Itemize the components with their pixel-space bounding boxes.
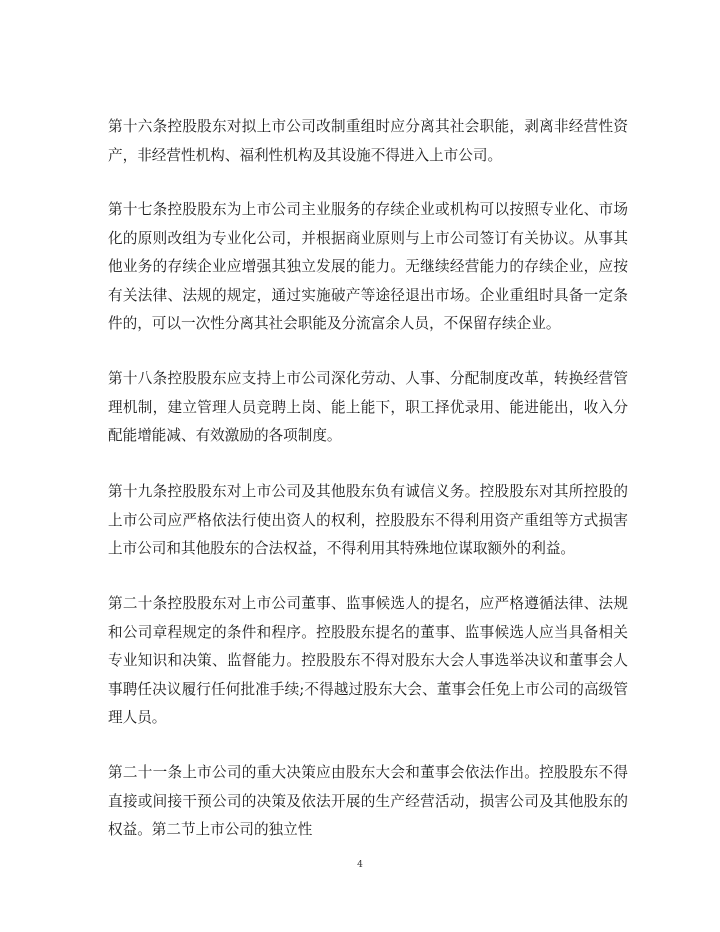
page-number: 4: [357, 860, 363, 870]
paragraph-article-20: 第二十条控股股东对上市公司董事、监事候选人的提名，应严格遵循法律、法规和公司章程规定的条件和程序。控股股东提名的董事、监事候选人应当具备相关专业知识和决策、监督能力。控股股东不得对股东大会人事选举决议和董事会人事聘任决议履行任何批准手续;不得越过股东大会、董事会任免上市公司的高级管理人员。: [108, 595, 628, 726]
paragraph-article-18: 第十八条控股股东应支持上市公司深化劳动、人事、分配制度改革，转换经营管理机制，建立管理人员竞聘上岗、能上能下，职工择优录用、能进能出，收入分配能增能减、有效激励的各项制度。: [108, 370, 628, 444]
paragraph-article-19: 第十九条控股股东对上市公司及其他股东负有诚信义务。控股股东对其所控股的上市公司应严格依法行使出资人的权利，控股股东不得利用资产重组等方式损害上市公司和其他股东的合法权益，不得利用其特殊地位谋取额外的利益。: [108, 483, 628, 557]
paragraph-article-21: 第二十一条上市公司的重大决策应由股东大会和董事会依法作出。控股股东不得直接或间接干预公司的决策及依法开展的生产经营活动，损害公司及其他股东的权益。第二节上市公司的独立性: [108, 764, 628, 838]
paragraph-article-17: 第十七条控股股东为上市公司主业服务的存续企业或机构可以按照专业化、市场化的原则改组为专业化公司，并根据商业原则与上市公司签订有关协议。从事其他业务的存续企业应增强其独立发展的能力。无继续经营能力的存续企业，应按有关法律、法规的规定，通过实施破产等途径退出市场。企业重组时具备一定条件的，可以一次性分离其社会职能及分流富余人员，不保留存续企业。: [108, 201, 628, 332]
paragraph-article-16: 第十六条控股股东对拟上市公司改制重组时应分离其社会职能，剥离非经营性资产，非经营性机构、福利性机构及其设施不得进入上市公司。: [108, 118, 628, 164]
